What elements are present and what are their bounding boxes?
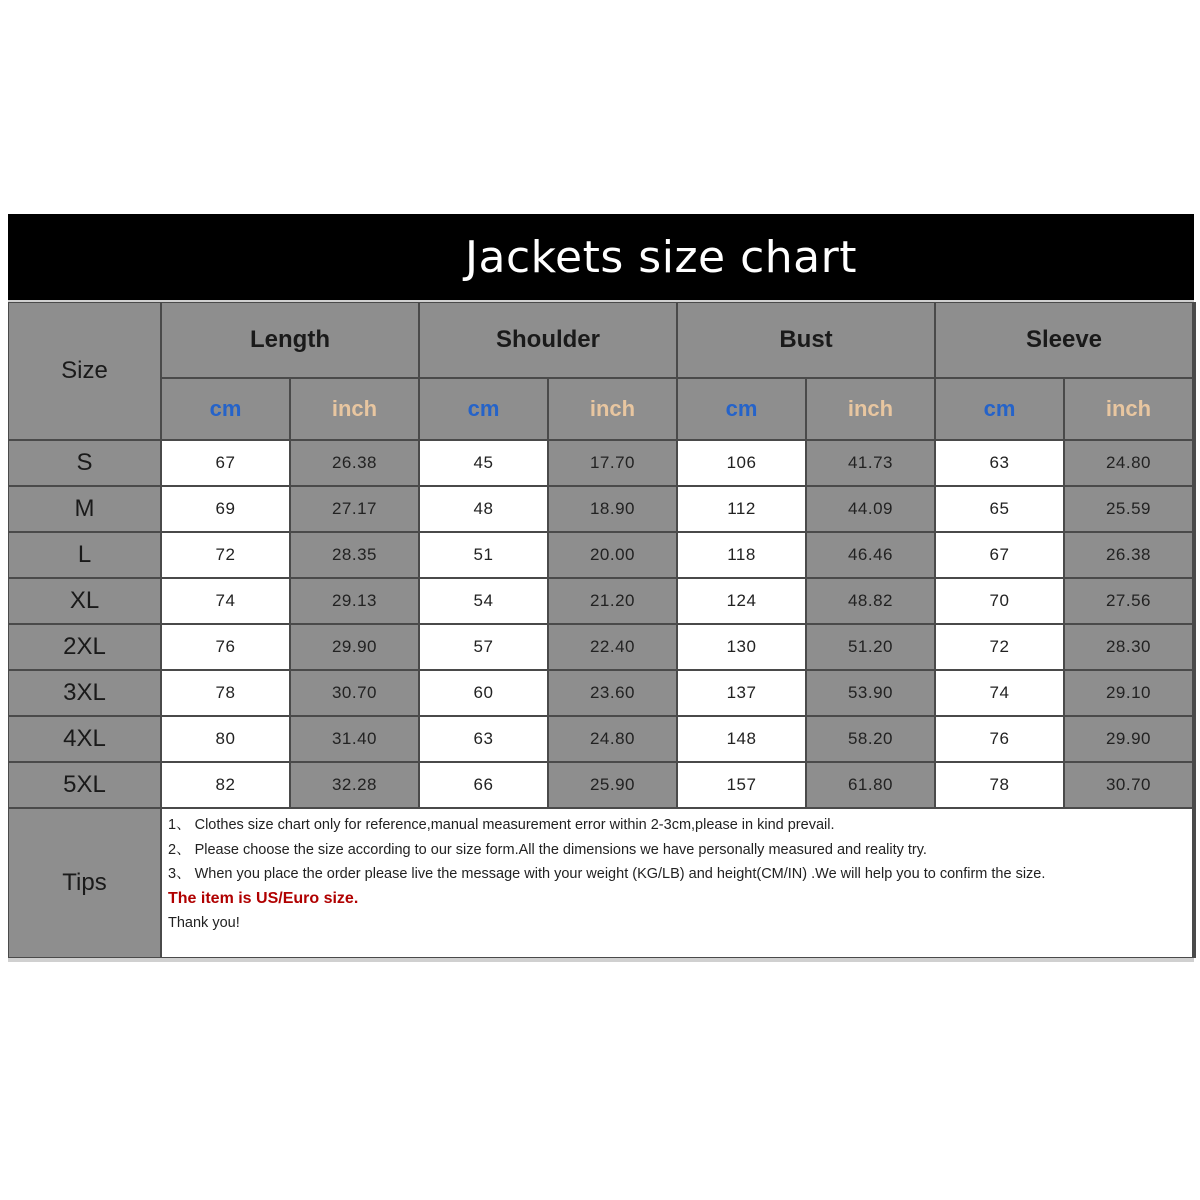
shoulder-inch-unit: inch [549,379,676,439]
sleeve-inch-unit: inch [1065,379,1192,439]
size-table [8,302,1196,958]
shoulder-cm-value: 57 [420,625,547,669]
sleeve-inch-value: 29.90 [1065,717,1192,761]
size-label: 2XL [9,625,160,669]
length-inch-unit: inch [291,379,418,439]
bust-cm-value: 112 [678,487,805,531]
bust-inch-value: 41.73 [807,441,934,485]
length-inch-value: 32.28 [291,763,418,807]
shoulder-cm-value: 60 [420,671,547,715]
size-label: 5XL [9,763,160,807]
size-label: XL [9,579,160,623]
shoulder-inch-value: 21.20 [549,579,676,623]
bust-inch-value: 61.80 [807,763,934,807]
sleeve-inch-value: 26.38 [1065,533,1192,577]
sleeve-cm-value: 74 [936,671,1063,715]
bust-inch-unit: inch [807,379,934,439]
bust-inch-value: 48.82 [807,579,934,623]
bust-cm-value: 130 [678,625,805,669]
bust-cm-value: 124 [678,579,805,623]
thank-you-text: Thank you! [168,915,240,931]
shoulder-inch-value: 24.80 [549,717,676,761]
chart-title: Jackets size chart [8,214,1194,300]
length-cm-value: 76 [162,625,289,669]
length-inch-value: 27.17 [291,487,418,531]
length-cm-value: 74 [162,579,289,623]
sleeve-inch-value: 25.59 [1065,487,1192,531]
length-cm-value: 80 [162,717,289,761]
sleeve-cm-value: 70 [936,579,1063,623]
sleeve-cm-value: 76 [936,717,1063,761]
bust-inch-value: 46.46 [807,533,934,577]
length-cm-value: 69 [162,487,289,531]
sleeve-inch-value: 24.80 [1065,441,1192,485]
sleeve-cm-value: 72 [936,625,1063,669]
length-header: Length [162,303,418,377]
length-inch-value: 29.90 [291,625,418,669]
bust-cm-unit: cm [678,379,805,439]
bust-cm-value: 137 [678,671,805,715]
shoulder-inch-value: 17.70 [549,441,676,485]
sleeve-inch-value: 27.56 [1065,579,1192,623]
bust-inch-value: 51.20 [807,625,934,669]
sleeve-cm-unit: cm [936,379,1063,439]
size-label: S [9,441,160,485]
bust-cm-value: 148 [678,717,805,761]
length-inch-value: 28.35 [291,533,418,577]
size-label: 3XL [9,671,160,715]
length-cm-value: 72 [162,533,289,577]
size-chart [8,214,1194,962]
shoulder-cm-value: 54 [420,579,547,623]
size-label: L [9,533,160,577]
shoulder-inch-value: 20.00 [549,533,676,577]
length-cm-value: 67 [162,441,289,485]
sleeve-inch-value: 30.70 [1065,763,1192,807]
length-inch-value: 30.70 [291,671,418,715]
size-label: 4XL [9,717,160,761]
sleeve-cm-value: 67 [936,533,1063,577]
bust-inch-value: 44.09 [807,487,934,531]
sleeve-cm-value: 65 [936,487,1063,531]
tips-label: Tips [9,809,160,957]
shoulder-cm-value: 63 [420,717,547,761]
length-cm-unit: cm [162,379,289,439]
shoulder-inch-value: 25.90 [549,763,676,807]
bust-inch-value: 58.20 [807,717,934,761]
sleeve-cm-value: 78 [936,763,1063,807]
sleeve-inch-value: 29.10 [1065,671,1192,715]
length-cm-value: 78 [162,671,289,715]
bust-inch-value: 53.90 [807,671,934,715]
tip-line: 2、 Please choose the size according to our size form.All the dimensions we have personally measured and reality try. [168,841,927,858]
bust-cm-value: 106 [678,441,805,485]
tip-line: 1、 Clothes size chart only for reference,manual measurement error within 2-3cm,please in kind prevail. [168,817,835,833]
tip-line: 3、 When you place the order please live the message with your weight (KG/LB) and height(CM/IN) .We will help you to confirm the size. [168,866,1046,882]
shoulder-inch-value: 22.40 [549,625,676,669]
size-label: M [9,487,160,531]
bust-cm-value: 157 [678,763,805,807]
shoulder-cm-value: 45 [420,441,547,485]
sleeve-cm-value: 63 [936,441,1063,485]
length-cm-value: 82 [162,763,289,807]
length-inch-value: 31.40 [291,717,418,761]
shoulder-header: Shoulder [420,303,676,377]
shoulder-cm-value: 66 [420,763,547,807]
size-column-header: Size [9,303,160,439]
tips-text [162,809,1192,957]
sleeve-inch-value: 28.30 [1065,625,1192,669]
shoulder-cm-value: 48 [420,487,547,531]
length-inch-value: 26.38 [291,441,418,485]
bust-header: Bust [678,303,934,377]
size-notice: The item is US/Euro size. [168,889,359,907]
shoulder-cm-unit: cm [420,379,547,439]
shoulder-inch-value: 23.60 [549,671,676,715]
bust-cm-value: 118 [678,533,805,577]
sleeve-header: Sleeve [936,303,1192,377]
shoulder-inch-value: 18.90 [549,487,676,531]
shoulder-cm-value: 51 [420,533,547,577]
length-inch-value: 29.13 [291,579,418,623]
